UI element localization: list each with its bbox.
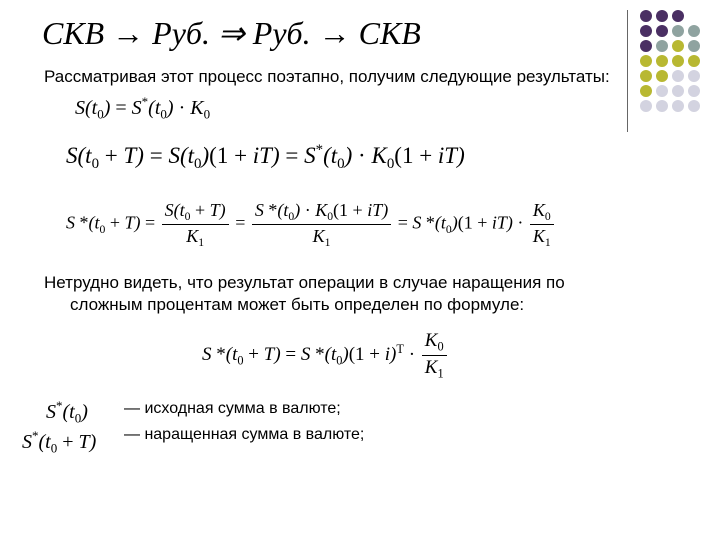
decor-dot — [672, 70, 684, 82]
decor-dot — [688, 85, 700, 97]
decor-dot — [656, 10, 668, 22]
body-line-2: сложным процентам может быть определен по формуле: — [70, 295, 525, 314]
decor-dot — [688, 25, 700, 37]
decor-dot — [672, 85, 684, 97]
decor-dot — [640, 85, 652, 97]
decor-dot — [672, 25, 684, 37]
legend-symbol-initial: $S^*(t_0)$ — [46, 398, 88, 426]
decor-dot — [672, 10, 684, 22]
decor-dot — [656, 100, 668, 112]
decor-dot — [672, 100, 684, 112]
formula-2: $S(t_0 + T) = S(t_0)(1 + iT) = S^*(t_0) \cdot K_0(1 + iT)$ — [66, 142, 465, 173]
decor-dot — [640, 70, 652, 82]
decor-dot — [640, 40, 652, 52]
decor-dot-grid — [640, 10, 712, 120]
formula-4: S $*(t_0 + T) = S$ $*(t_0)(1 + i)^T$ · $\frac{K_0}{K_1}$ — [202, 330, 449, 382]
intro-text: Рассматривая этот процесс поэтапно, получим следующие результаты: — [44, 67, 610, 86]
decor-dot — [656, 55, 668, 67]
legend-text-initial: — исходная сумма в валюте; — [124, 400, 341, 417]
slide-title: СКВ → Руб. ⇒ Руб. → СКВ — [42, 15, 421, 51]
body-line-1: Нетрудно видеть, что результат операции в случае наращения по — [44, 273, 565, 292]
decor-dot — [640, 10, 652, 22]
decor-dot — [672, 40, 684, 52]
legend-symbol-accrued: $S^*(t_0 + T)$ — [22, 428, 97, 456]
decor-dot — [656, 70, 668, 82]
decor-dot — [656, 85, 668, 97]
decor-dot — [688, 100, 700, 112]
decor-dot — [688, 55, 700, 67]
decor-divider-line — [627, 10, 628, 132]
decor-dot — [688, 70, 700, 82]
decor-dot — [640, 100, 652, 112]
decor-dot — [672, 55, 684, 67]
formula-3: S $*(t_0 + T)$ = $\frac{S(t_0 + T)}{K_1}$ = $\frac{S *(t_0) \cdot K_0(1 + iT)}{K_1}$ = S $*(t_0)(1 + iT)$ · $\frac{K_0}{K_1}$ — [66, 200, 556, 249]
decor-dot — [656, 40, 668, 52]
decor-dot — [656, 25, 668, 37]
decor-dot — [640, 25, 652, 37]
decor-dot — [688, 40, 700, 52]
decor-dot — [640, 55, 652, 67]
legend-text-accrued: — наращенная сумма в валюте; — [124, 426, 365, 443]
formula-1: $S(t_0) = S^*(t_0) \cdot K_0$ — [75, 94, 211, 122]
